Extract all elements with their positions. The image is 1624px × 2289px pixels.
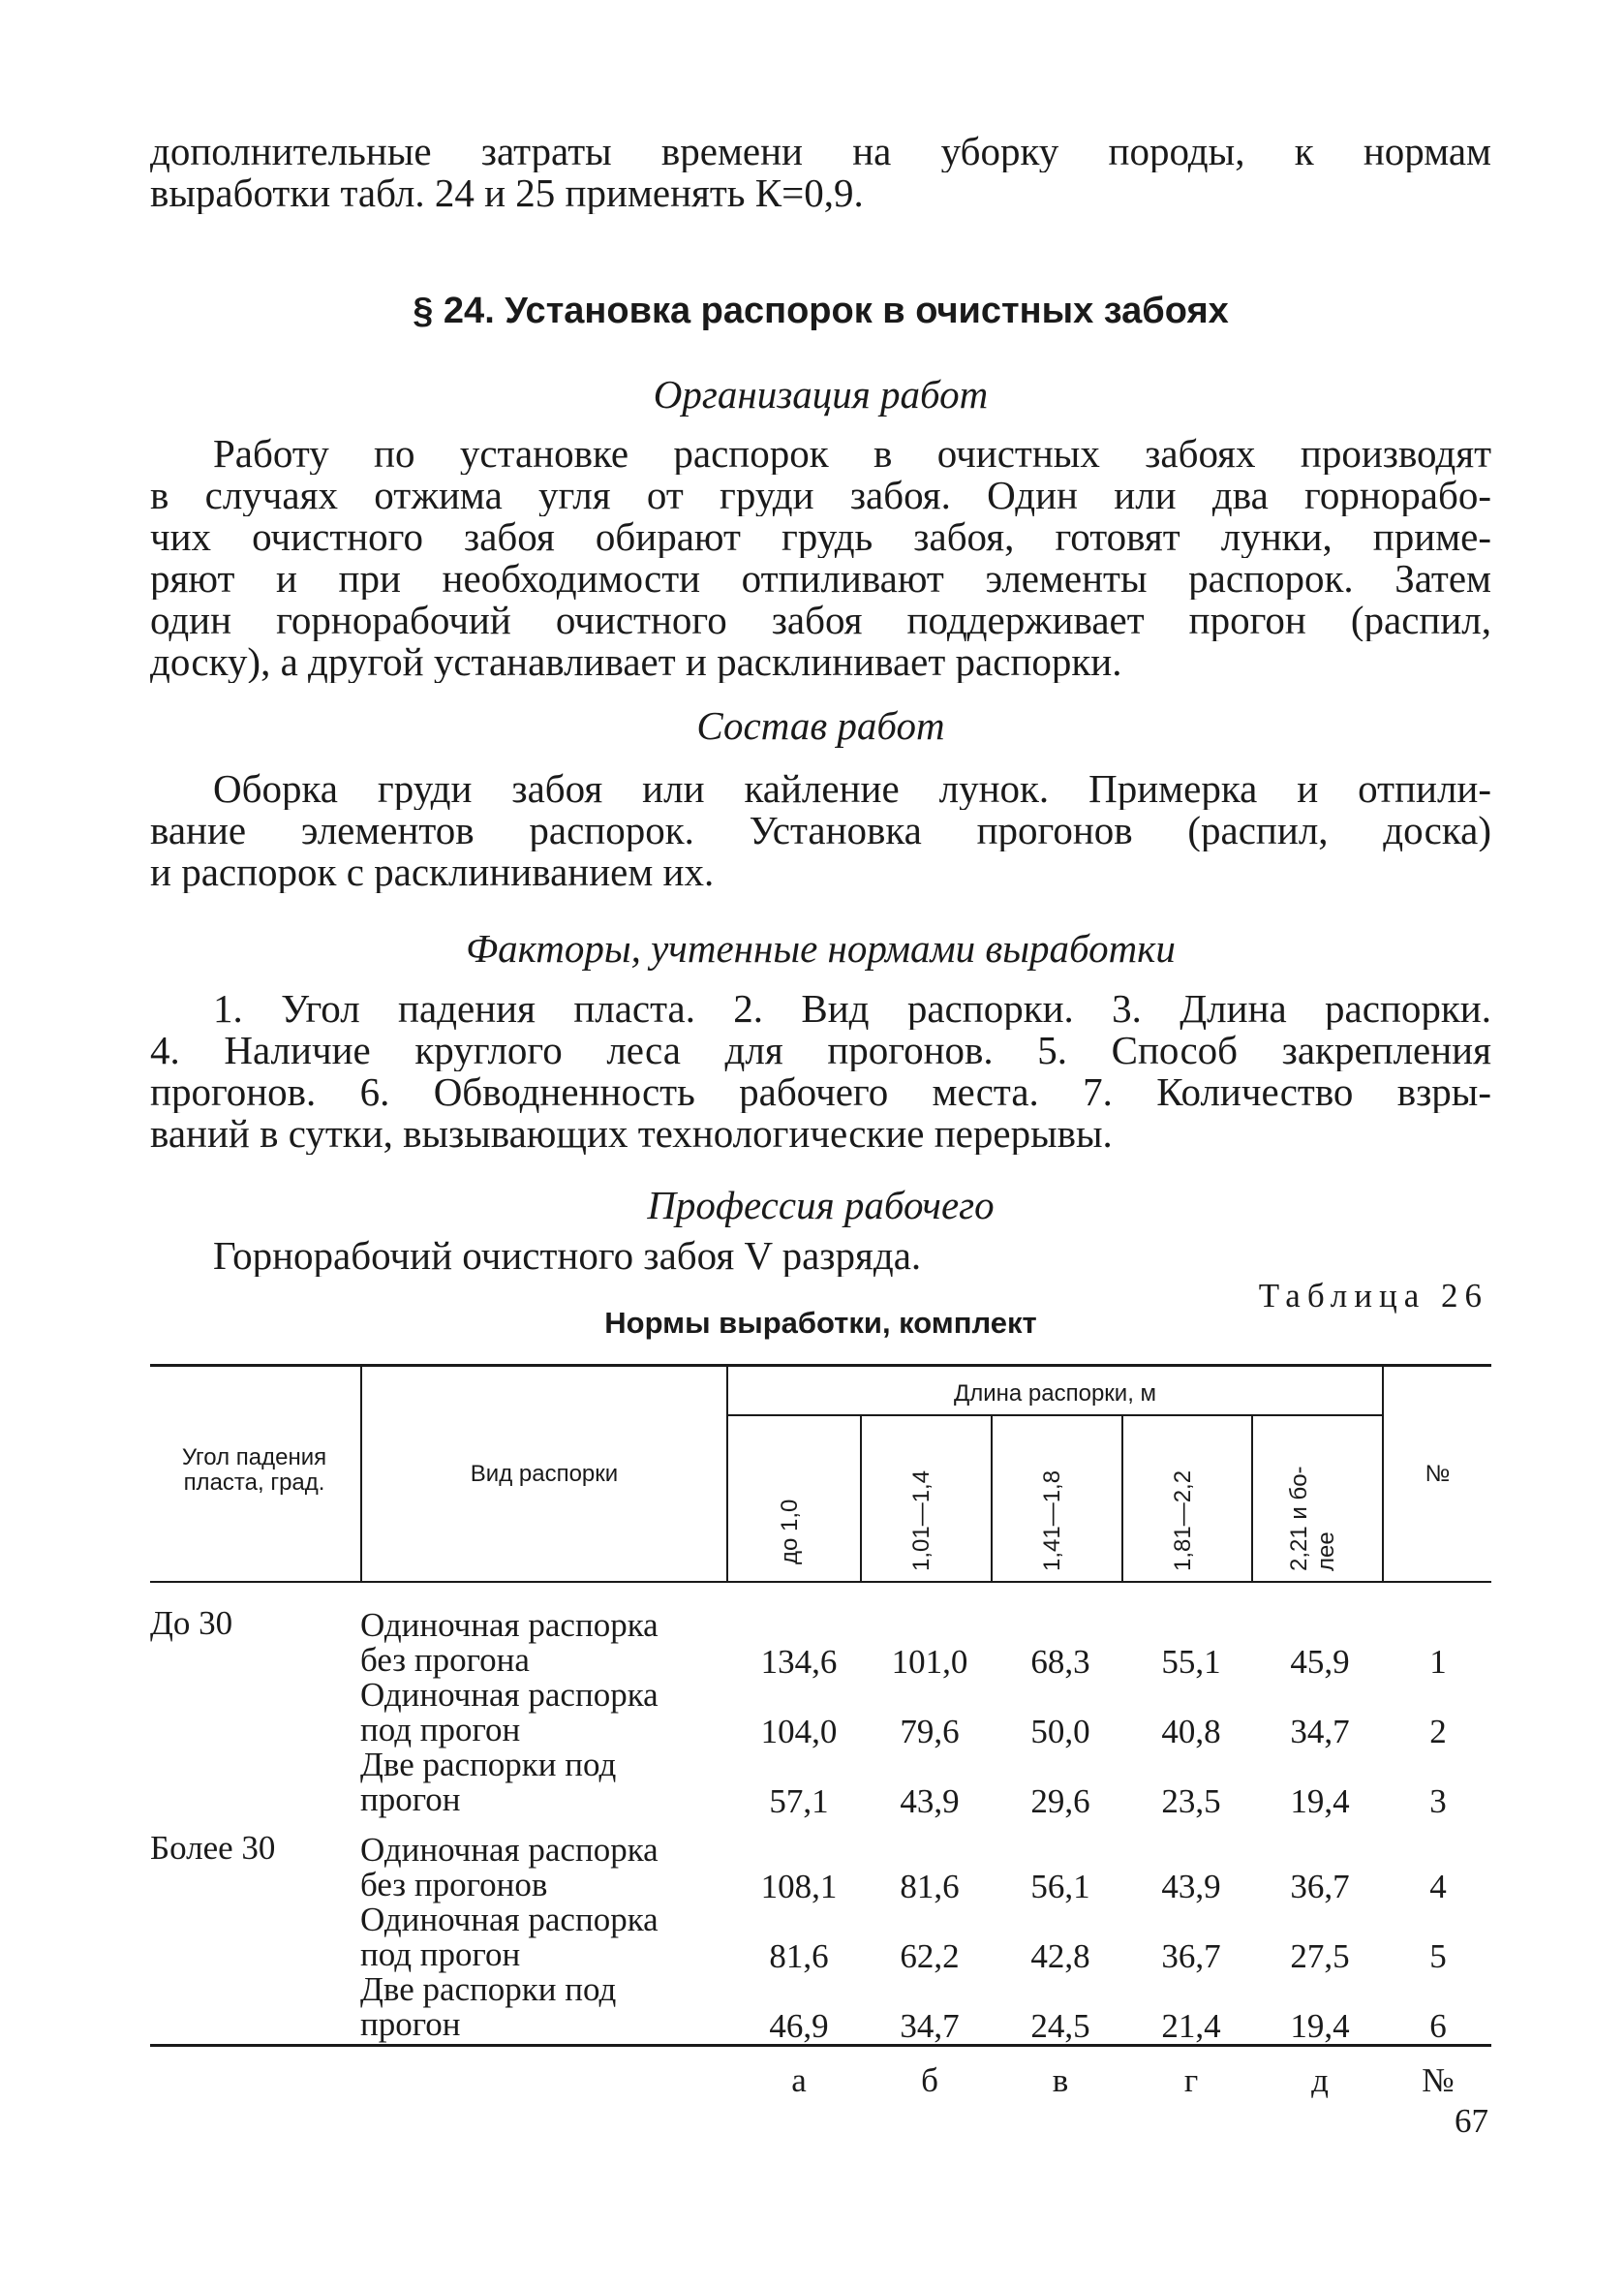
type-line: Две распорки под bbox=[360, 1746, 617, 1783]
table-row-type bbox=[360, 1902, 659, 1972]
table-cell: 81,6 bbox=[769, 1937, 829, 1975]
table-cell: 50,0 bbox=[1030, 1713, 1090, 1750]
type-line: под прогон bbox=[360, 1935, 521, 1973]
type-line: Одиночная распорка bbox=[360, 1901, 659, 1938]
table-cell: 19,4 bbox=[1290, 1782, 1350, 1820]
table-cell: 36,7 bbox=[1161, 1937, 1221, 1975]
text-line: дополнительные затраты времени на уборку породы, к нормам bbox=[150, 131, 1491, 172]
text-line: выработки табл. 24 и 25 применять К=0,9. bbox=[150, 172, 864, 214]
subheading-composition: Состав работ bbox=[696, 703, 945, 748]
header-angle bbox=[150, 1445, 358, 1496]
table-cell: 43,9 bbox=[1161, 1868, 1221, 1905]
subheading-profession: Профессия рабочего bbox=[647, 1183, 995, 1227]
subheading-organization: Организация работ bbox=[653, 372, 989, 417]
length-col-divider bbox=[860, 1416, 862, 1581]
page-number: 67 bbox=[1455, 2102, 1488, 2140]
intro-paragraph bbox=[150, 131, 1491, 214]
table-cell: 27,5 bbox=[1290, 1937, 1350, 1975]
header-length-col: 1,41—1,8 bbox=[1039, 1469, 1065, 1571]
length-col-divider bbox=[1251, 1416, 1253, 1581]
table-row-number: 2 bbox=[1429, 1713, 1447, 1750]
header-length-col: лее bbox=[1313, 1531, 1339, 1571]
text-line: доску), а другой устанавливает и расклинивает распорки. bbox=[150, 641, 1122, 683]
text-line: Горнорабочий очистного забоя V разряда. bbox=[213, 1235, 922, 1277]
header-angle-line: Угол падения bbox=[181, 1444, 327, 1470]
table-cell: 21,4 bbox=[1161, 2007, 1221, 2045]
table-row-number: 4 bbox=[1429, 1868, 1447, 1905]
table-cell: 134,6 bbox=[760, 1643, 838, 1681]
table-cell: 23,5 bbox=[1161, 1782, 1221, 1820]
table-cell: 104,0 bbox=[760, 1713, 838, 1750]
type-line: без прогонов bbox=[360, 1866, 548, 1903]
column-letter: д bbox=[1311, 2061, 1329, 2099]
section-heading: § 24. Установка распорок в очистных забоях bbox=[413, 291, 1229, 331]
table-row-number: 6 bbox=[1429, 2007, 1447, 2045]
text-line: 4. Наличие круглого леса для прогонов. 5. Способ закрепления bbox=[150, 1030, 1491, 1071]
table-cell: 34,7 bbox=[1290, 1713, 1350, 1750]
header-length-col: до 1,0 bbox=[777, 1499, 803, 1564]
table-cell: 40,8 bbox=[1161, 1713, 1221, 1750]
length-group-rule bbox=[728, 1414, 1382, 1416]
table-cell: 79,6 bbox=[900, 1713, 960, 1750]
text-line: Оборка груди забоя или кайление лунок. Примерка и отпили- bbox=[213, 768, 1491, 810]
column-letter-no: № bbox=[1422, 2061, 1455, 2099]
table-cell: 81,6 bbox=[900, 1868, 960, 1905]
type-line: Две распорки под bbox=[360, 1970, 617, 2008]
composition-paragraph bbox=[150, 768, 1491, 893]
table-row-type bbox=[360, 1833, 659, 1902]
header-type: Вид распорки bbox=[470, 1461, 619, 1487]
table-title: Нормы выработки, комплект bbox=[604, 1306, 1037, 1340]
factors-paragraph bbox=[150, 988, 1491, 1155]
type-line: под прогон bbox=[360, 1711, 521, 1748]
table-cell: 55,1 bbox=[1161, 1643, 1221, 1681]
table-row-number: 3 bbox=[1429, 1782, 1447, 1820]
type-line: Одиночная распорка bbox=[360, 1606, 659, 1644]
text-line: и распорок с расклиниванием их. bbox=[150, 851, 715, 893]
type-line: прогон bbox=[360, 1780, 461, 1818]
type-line: прогон bbox=[360, 2005, 461, 2043]
text-line: один горнорабочий очистного забоя поддерживает прогон (распил, bbox=[150, 600, 1491, 641]
subheading-factors: Факторы, учтенные нормами выработки bbox=[466, 926, 1176, 971]
text-line: вание элементов распорок. Установка прогонов (распил, доска) bbox=[150, 810, 1491, 851]
header-length-col: 1,81—2,2 bbox=[1170, 1469, 1196, 1571]
type-line: Одиночная распорка bbox=[360, 1831, 659, 1869]
text-line: Работу по установке распорок в очистных забоях производят bbox=[213, 433, 1491, 475]
table-row-number: 1 bbox=[1429, 1643, 1447, 1681]
table-cell: 42,8 bbox=[1030, 1937, 1090, 1975]
table-cell: 45,9 bbox=[1290, 1643, 1350, 1681]
column-letter: б bbox=[921, 2061, 938, 2099]
table-label: Таблица 26 bbox=[1258, 1277, 1488, 1315]
table-header-rule bbox=[150, 1581, 1491, 1583]
text-line: чих очистного забоя обирают грудь забоя, готовят лунки, приме- bbox=[150, 516, 1491, 558]
table-row-number: 5 bbox=[1429, 1937, 1447, 1975]
table-cell: 36,7 bbox=[1290, 1868, 1350, 1905]
organization-paragraph bbox=[150, 433, 1491, 683]
column-letter: а bbox=[791, 2061, 807, 2099]
column-letter: г bbox=[1183, 2061, 1199, 2099]
table-cell: 46,9 bbox=[769, 2007, 829, 2045]
table-cell: 43,9 bbox=[900, 1782, 960, 1820]
header-length-col: 1,01—1,4 bbox=[908, 1469, 935, 1571]
text-line: 1. Угол падения пласта. 2. Вид распорки. 3. Длина распорки. bbox=[213, 988, 1491, 1030]
text-line: ваний в сутки, вызывающих технологические перерывы. bbox=[150, 1113, 1113, 1155]
table-cell: 24,5 bbox=[1030, 2007, 1090, 2045]
length-col-divider bbox=[1121, 1416, 1123, 1581]
header-length-group: Длина распорки, м bbox=[953, 1380, 1157, 1407]
table-cell: 62,2 bbox=[900, 1937, 960, 1975]
table-row-type bbox=[360, 1608, 659, 1678]
table-cell: 108,1 bbox=[760, 1868, 838, 1905]
table-cell: 29,6 bbox=[1030, 1782, 1090, 1820]
table-row-type bbox=[360, 1678, 659, 1748]
table-cell: 19,4 bbox=[1290, 2007, 1350, 2045]
table-cell: 34,7 bbox=[900, 2007, 960, 2045]
table-cell: 57,1 bbox=[769, 1782, 829, 1820]
table-cell: 68,3 bbox=[1030, 1643, 1090, 1681]
length-col-divider bbox=[991, 1416, 993, 1581]
type-line: Одиночная распорка bbox=[360, 1676, 659, 1714]
text-line: прогонов. 6. Обводненность рабочего места. 7. Количество взры- bbox=[150, 1071, 1491, 1113]
angle-group-label: Более 30 bbox=[150, 1829, 276, 1867]
type-line: без прогона bbox=[360, 1641, 530, 1679]
profession-paragraph bbox=[150, 1235, 1491, 1277]
table-cell: 101,0 bbox=[891, 1643, 968, 1681]
column-letter: в bbox=[1052, 2061, 1069, 2099]
header-no: № bbox=[1425, 1461, 1451, 1487]
text-line: ряют и при необходимости отпиливают элементы распорок. Затем bbox=[150, 558, 1491, 600]
table-cell: 56,1 bbox=[1030, 1868, 1090, 1905]
text-line: в случаях отжима угля от груди забоя. Один или два горнорабо- bbox=[150, 475, 1491, 516]
header-length-col: 2,21 и бо- bbox=[1286, 1466, 1312, 1571]
header-angle-line: пласта, град. bbox=[183, 1469, 325, 1496]
table-row-type bbox=[360, 1748, 616, 1817]
table-top-rule bbox=[150, 1364, 1491, 1367]
angle-group-label: До 30 bbox=[150, 1604, 233, 1642]
table-row-type bbox=[360, 1972, 616, 2042]
